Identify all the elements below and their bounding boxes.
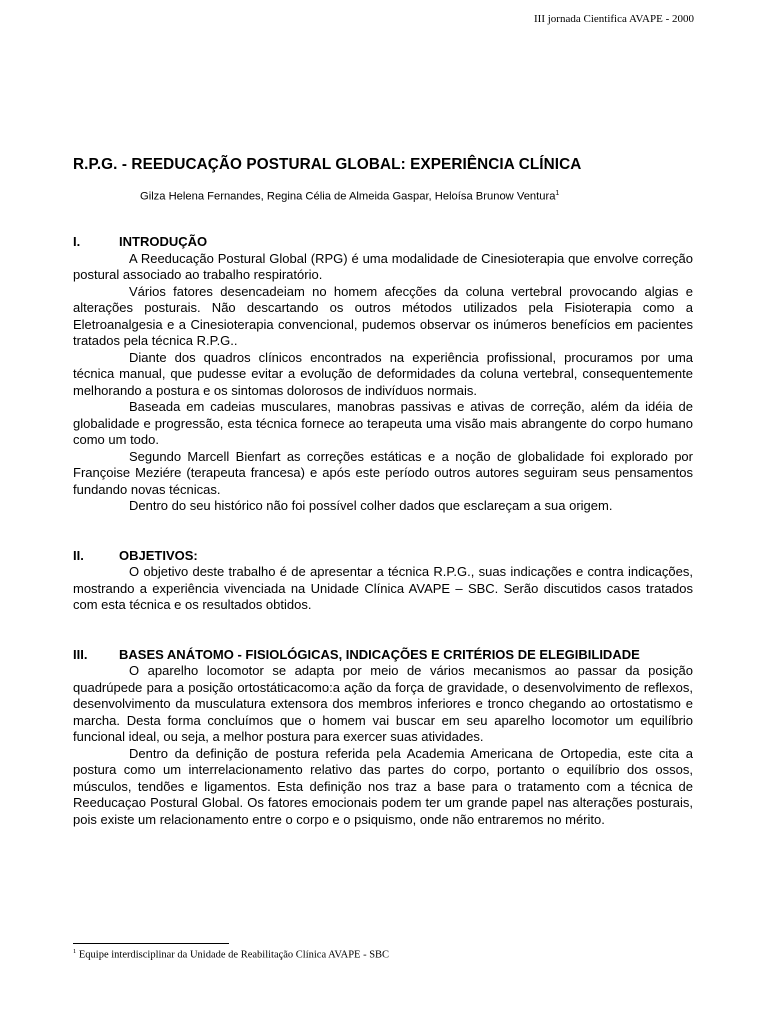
footnote xyxy=(73,948,389,961)
section-heading xyxy=(73,647,693,664)
paragraph: Vários fatores desencadeiam no homem afecções da coluna vertebral provocando algias e alterações posturais. Não descartando os outros métodos utilizados pela Fisioterapia como a Eletroanalgesia e a Cinesioterapia convencional, pudemos observar os inúmeros benefícios em pacientes tratados pela técnica R.P.G.. xyxy=(73,283,693,348)
running-header: III jornada Cientifica AVAPE - 2000 xyxy=(534,13,694,25)
section-title: OBJETIVOS: xyxy=(119,547,198,563)
section-number: I. xyxy=(73,234,81,249)
footnote-text: Equipe interdisciplinar da Unidade de Reabilitação Clínica AVAPE - SBC xyxy=(78,949,390,961)
paragraph: O objetivo deste trabalho é de apresentar a técnica R.P.G., suas indicações e contra indicações, mostrando a experiência vivenciada na Unidade Clínica AVAPE – SBC. Serão discutidos casos tratados com esta técnica e os resultados obtidos. xyxy=(73,564,693,612)
paragraph: Baseada em cadeias musculares, manobras passivas e ativas de correção, além da idéia de globalidade e progressão, esta técnica fornece ao terapeuta uma visão mais abrangente do corpo humano como um todo. xyxy=(73,399,693,447)
section-introducao xyxy=(73,234,693,515)
section-bases xyxy=(73,647,693,829)
paragraph: Diante dos quadros clínicos encontrados na experiência profissional, procuramos por uma técnica manual, que pudesse evitar a evolução de deformidades da coluna vertebral, consequentemente melhorando a postura e os sintomas dolorosos de indivíduos normais. xyxy=(73,349,693,398)
footnote-divider xyxy=(73,943,229,944)
section-heading xyxy=(73,548,693,565)
authors-text: Gilza Helena Fernandes, Regina Célia de Almeida Gaspar, Heloísa Brunow Ventura xyxy=(140,190,556,203)
document-body xyxy=(73,234,693,828)
footnote-mark: 1 xyxy=(73,948,77,955)
section-objetivos xyxy=(73,548,693,614)
paragraph: A Reeducação Postural Global (RPG) é uma modalidade de Cinesioterapia que envolve correção postural associado ao trabalho respiratório. xyxy=(73,250,693,282)
section-number: II. xyxy=(73,547,84,563)
section-heading xyxy=(73,234,693,251)
section-title: BASES ANÁTOMO - FISIOLÓGICAS, INDICAÇÕES E CRITÉRIOS DE ELEGIBILIDADE xyxy=(119,646,640,662)
author-list xyxy=(140,190,559,203)
paragraph: O aparelho locomotor se adapta por meio de vários mecanismos ao passar da posição quadrúpede para a posição ortostáticacomo:a ação da força de gravidade, o desenvolvimento de reflexos, desenvolvimento da musculatura extensora dos membros inferiores e tronco chegando ao ortostatismo e marcha. Desta forma concluímos que o homem vai buscar em seu aparelho locomotor um equilíbrio funcional ideal, ou seja, a melhor postura para exercer suas atividades. xyxy=(73,663,693,744)
document-title: R.P.G. - REEDUCAÇÃO POSTURAL GLOBAL: EXPERIÊNCIA CLÍNICA xyxy=(73,156,582,173)
paragraph: Dentro do seu histórico não foi possível colher dados que esclareçam a sua origem. xyxy=(129,498,613,513)
section-number: III. xyxy=(73,646,88,662)
footnote-reference: 1 xyxy=(555,190,560,197)
paragraph: Segundo Marcell Bienfart as correções estáticas e a noção de globalidade foi explorado por Françoise Meziére (terapeuta francesa) e após este período outros autores seguiram seus pensamentos fundando novas técnicas. xyxy=(73,448,693,497)
paragraph: Dentro da definição de postura referida pela Academia Americana de Ortopedia, este cita a postura como um interrelacionamento relativo das partes do corpo, portanto o equilíbrio dos ossos, músculos, tendões e ligamentos. Esta definição nos traz a base para o tratamento com a técnica de Reeducaçao Postural Global. Os fatores emocionais podem ter um grande papel nas alterações posturais, pois existe um relacionamento entre o corpo e o psiquismo, onde não entraremos no mérito. xyxy=(73,745,693,827)
section-title: INTRODUÇÃO xyxy=(119,234,208,249)
